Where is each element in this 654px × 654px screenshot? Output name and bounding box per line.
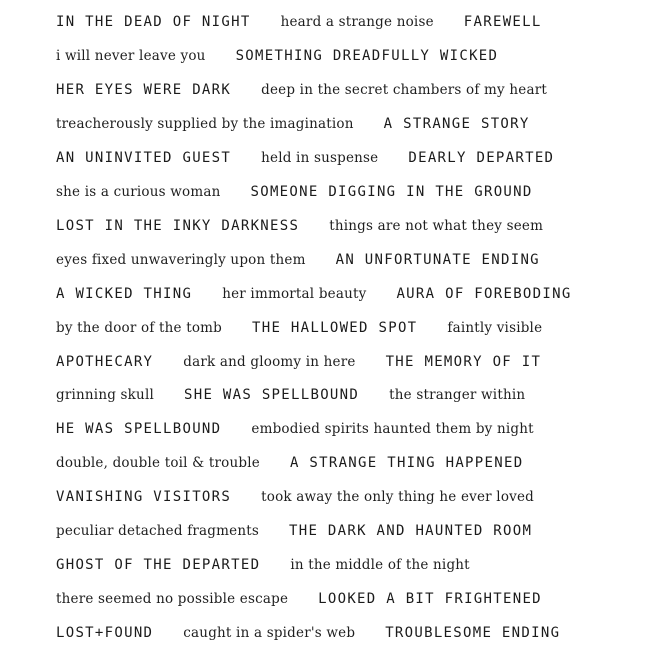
caps-phrase: SOMETHING DREADFULLY WICKED [235, 47, 499, 64]
phrase-line [56, 283, 572, 305]
caps-phrase: GHOST OF THE DEPARTED [56, 557, 261, 574]
phrase-line [56, 11, 542, 33]
caps-phrase: LOST IN THE INKY DARKNESS [56, 217, 300, 234]
phrase-line [56, 384, 525, 406]
caps-phrase: A STRANGE THING HAPPENED [289, 455, 524, 472]
lowercase-phrase: by the door of the tomb [56, 319, 223, 336]
caps-phrase: APOTHECARY [56, 353, 154, 370]
phrase-line [56, 588, 542, 610]
phrase-line [56, 181, 533, 203]
caps-phrase: FAREWELL [463, 14, 542, 30]
caps-phrase: TROUBLESOME ENDING [385, 625, 561, 642]
lowercase-phrase: eyes fixed unwaveringly upon them [56, 251, 306, 268]
caps-phrase: DEARLY DEPARTED [408, 149, 555, 166]
caps-phrase: A STRANGE STORY [383, 115, 530, 132]
phrase-line [56, 452, 523, 474]
phrase-line [56, 418, 534, 440]
lowercase-phrase: deep in the secret chambers of my heart [261, 81, 547, 98]
caps-phrase: LOST+FOUND [56, 625, 154, 642]
lowercase-phrase: double, double toil & trouble [56, 455, 260, 472]
caps-phrase: VANISHING VISITORS [56, 489, 232, 506]
phrase-line [56, 45, 498, 67]
phrase-line [56, 351, 541, 373]
lowercase-phrase: took away the only thing he ever loved [261, 489, 534, 506]
caps-phrase: A WICKED THING [56, 285, 193, 302]
lowercase-phrase: treacherously supplied by the imagination [56, 115, 354, 132]
caps-phrase: SOMEONE DIGGING IN THE GROUND [250, 183, 533, 200]
lowercase-phrase: the stranger within [389, 387, 526, 404]
phrase-line [56, 147, 554, 169]
lowercase-phrase: caught in a spider's web [183, 625, 356, 642]
caps-phrase: HE WAS SPELLBOUND [56, 421, 222, 438]
lowercase-phrase: peculiar detached fragments [56, 523, 259, 540]
phrase-line [56, 520, 532, 542]
lowercase-phrase: she is a curious woman [56, 183, 221, 200]
caps-phrase: THE DARK AND HAUNTED ROOM [288, 523, 533, 540]
lowercase-phrase: held in suspense [261, 149, 379, 166]
lowercase-phrase: dark and gloomy in here [183, 353, 356, 370]
caps-phrase: THE MEMORY OF IT [385, 353, 542, 370]
phrase-line [56, 79, 547, 101]
lowercase-phrase: there seemed no possible escape [56, 591, 289, 608]
lowercase-phrase: things are not what they seem [329, 217, 544, 234]
caps-phrase: SHE WAS SPELLBOUND [184, 387, 360, 404]
phrase-line [56, 554, 470, 576]
phrase-line [56, 317, 542, 339]
caps-phrase: LOOKED A BIT FRIGHTENED [318, 591, 542, 608]
phrase-line [56, 215, 543, 237]
caps-phrase: AN UNFORTUNATE ENDING [335, 251, 540, 268]
lowercase-phrase: i will never leave you [56, 47, 206, 64]
caps-phrase: HER EYES WERE DARK [56, 81, 232, 98]
caps-phrase: AN UNINVITED GUEST [56, 149, 232, 166]
phrase-line [56, 486, 534, 508]
lowercase-phrase: heard a strange noise [280, 14, 434, 30]
phrase-line [56, 622, 560, 644]
lowercase-phrase: her immortal beauty [222, 285, 367, 302]
caps-phrase: THE HALLOWED SPOT [252, 319, 418, 336]
caps-phrase: AURA OF FOREBODING [396, 285, 572, 302]
lowercase-phrase: embodied spirits haunted them by night [251, 421, 534, 438]
lowercase-phrase: grinning skull [56, 387, 154, 404]
phrase-line [56, 249, 540, 271]
phrase-line [56, 113, 530, 135]
lowercase-phrase: faintly visible [447, 319, 543, 336]
caps-phrase: IN THE DEAD OF NIGHT [56, 14, 251, 30]
lowercase-phrase: in the middle of the night [290, 557, 470, 574]
